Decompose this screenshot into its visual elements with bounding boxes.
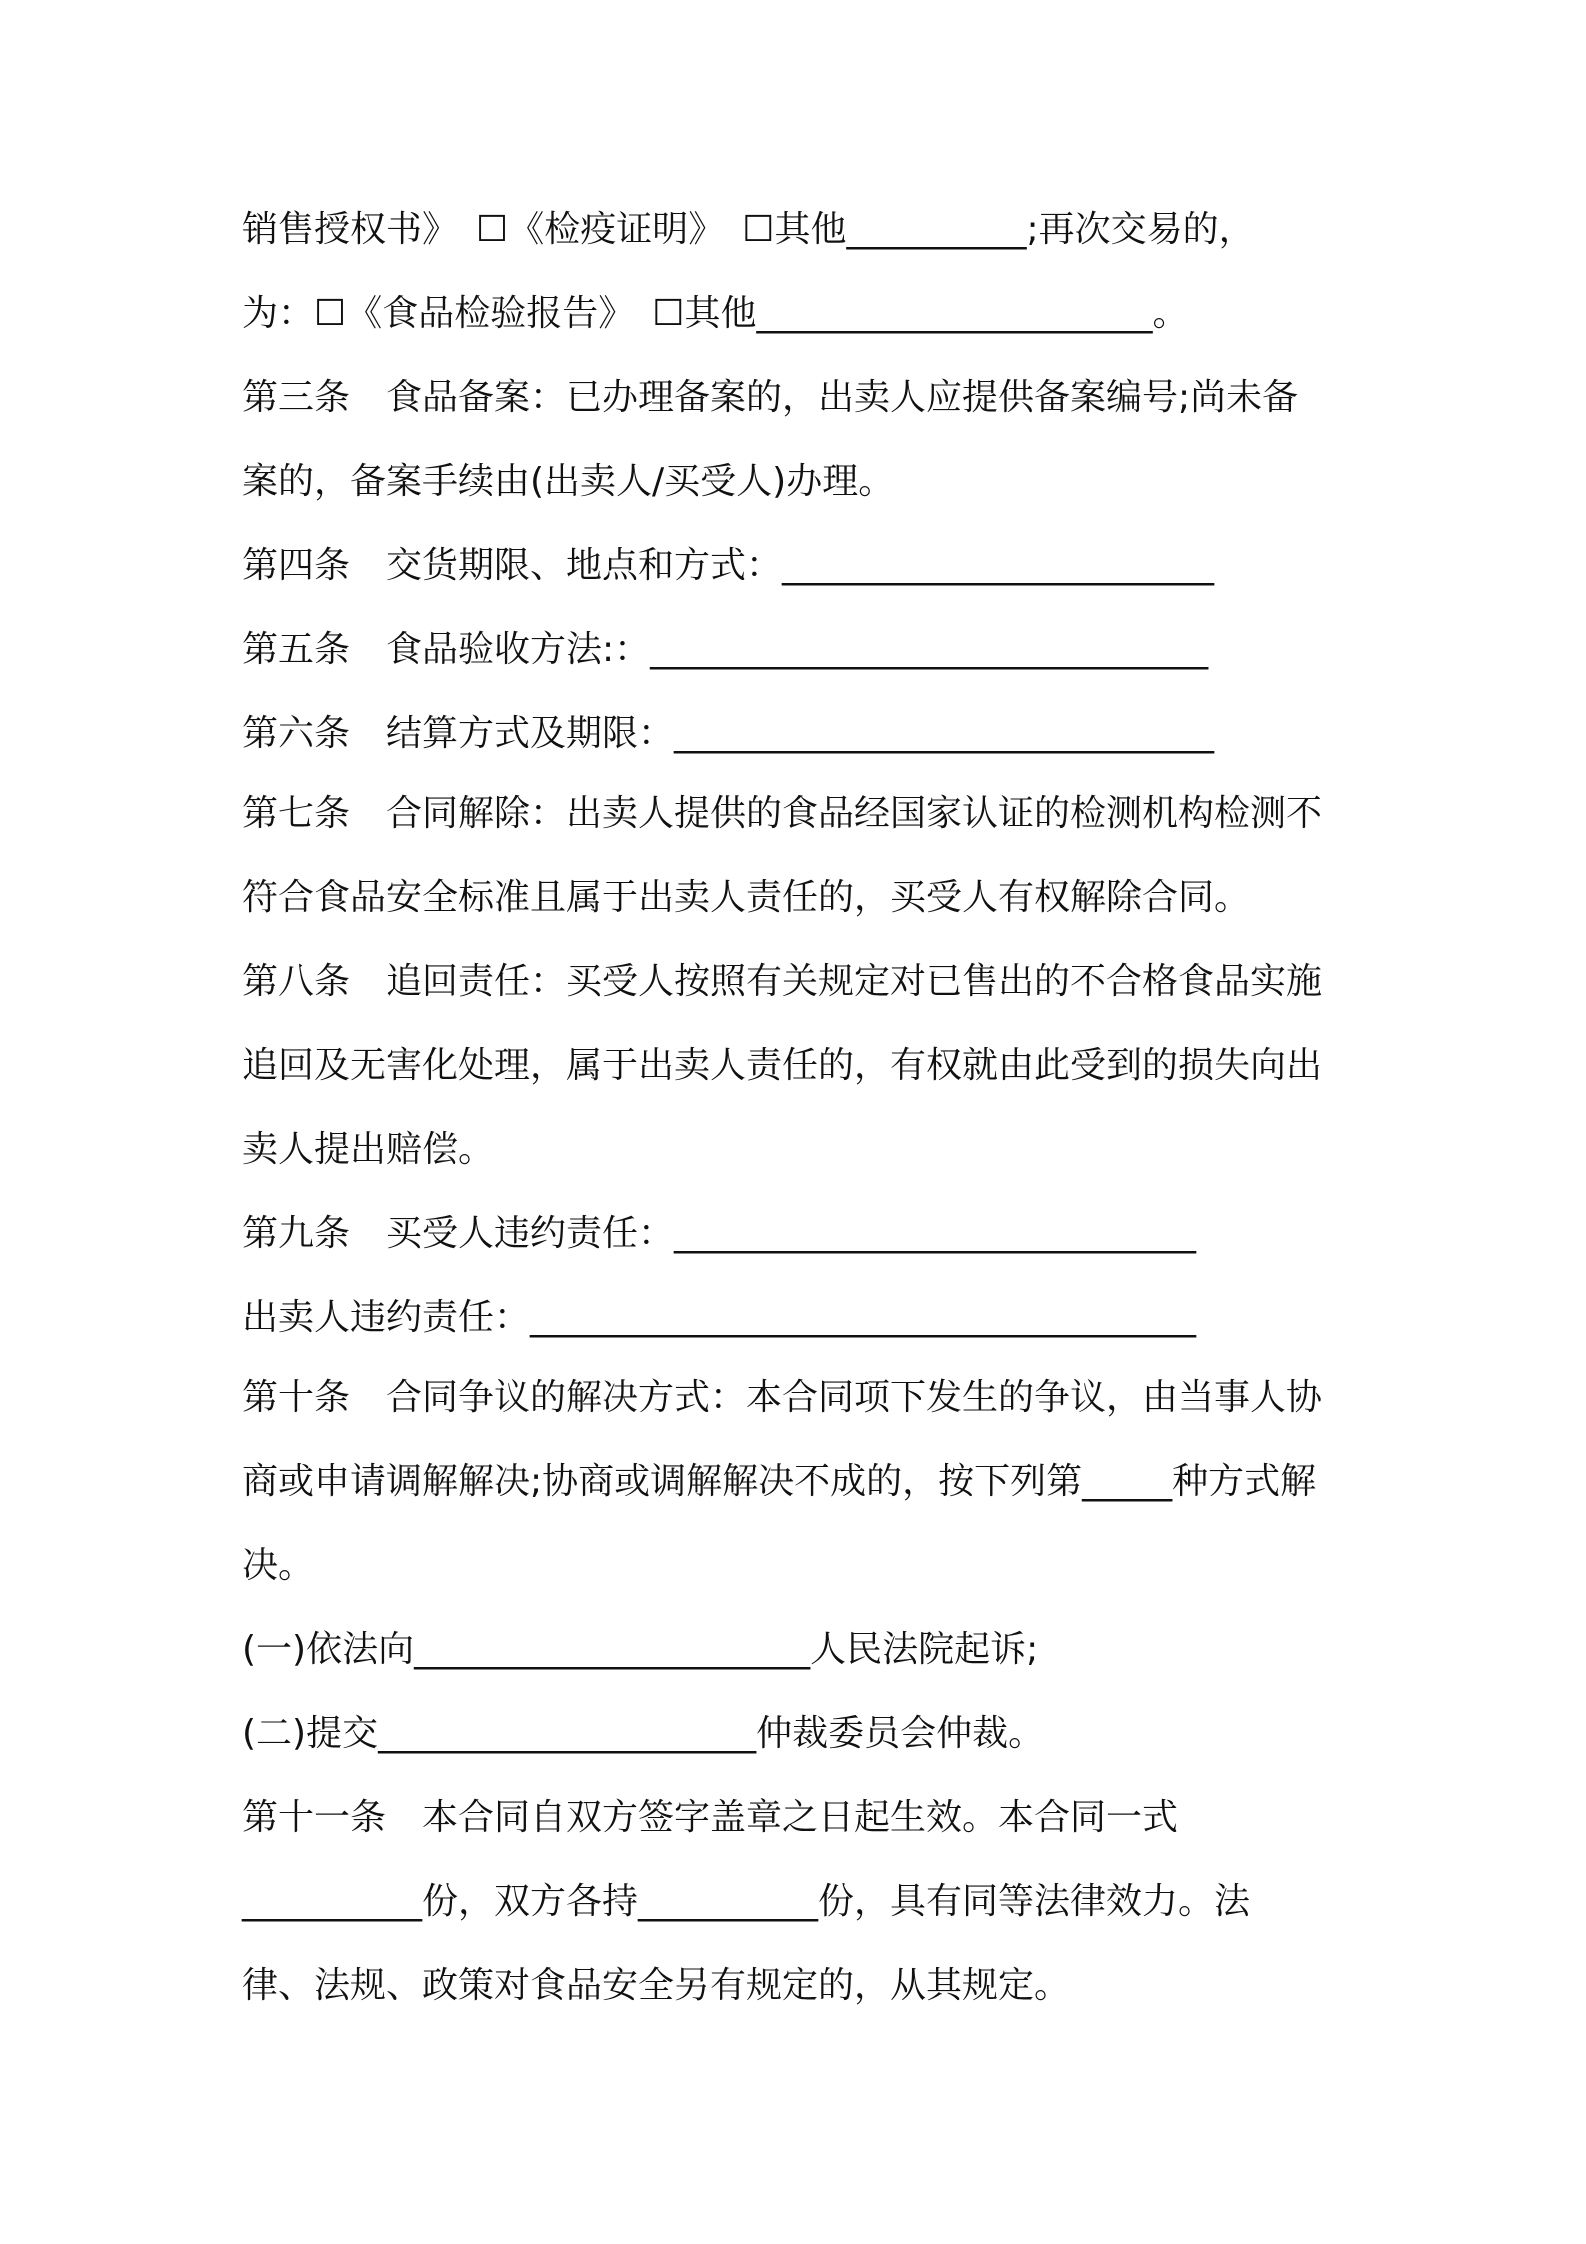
article-8: 第八条 追回责任：买受人按照有关规定对已售出的不合格食品实施: [242, 961, 1323, 1002]
text-line-1: 销售授权书》 ☐《检疫证明》 ☐其他__________;再次交易的，: [242, 209, 1255, 250]
article-11: 第十一条 本合同自双方签字盖章之日起生效。本合同一式: [242, 1797, 1179, 1838]
text-line-16: 商或申请调解解决;协商或调解解决不成的，按下列第_____种方式解: [242, 1461, 1317, 1502]
option-2: (二)提交_____________________仲裁委员会仲裁。: [242, 1713, 1045, 1754]
article-7: 第七条 合同解除：出卖人提供的食品经国家认证的检测机构检测不: [242, 793, 1323, 834]
article-9: 第九条 买受人违约责任：_____________________________: [242, 1213, 1197, 1254]
article-6: 第六条 结算方式及期限：______________________________: [242, 713, 1215, 754]
article-4: 第四条 交货期限、地点和方式：________________________: [242, 545, 1215, 586]
article-3-heading: 第三条 食品备案：已办理备案的，出卖人应提供备案编号;尚未备: [242, 377, 1299, 418]
article-10: 第十条 合同争议的解决方式：本合同项下发生的争议，由当事人协: [242, 1377, 1323, 1418]
text-line-17: 决。: [242, 1545, 315, 1586]
option-1: (一)依法向______________________人民法院起诉;: [242, 1629, 1039, 1670]
text-line-11: 追回及无害化处理，属于出卖人责任的，有权就由此受到的损失向出: [242, 1045, 1323, 1086]
text-line-4: 案的，备案手续由(出卖人/买受人)办理。: [242, 461, 895, 502]
text-line-12: 卖人提出赔偿。: [242, 1129, 495, 1170]
text-line-14: 出卖人违约责任：_____________________________________: [242, 1297, 1197, 1338]
text-line-22: 律、法规、政策对食品安全另有规定的，从其规定。: [242, 1965, 1071, 2006]
text-line-9: 符合食品安全标准且属于出卖人责任的，买受人有权解除合同。: [242, 877, 1251, 918]
text-line-2: 为：☐《食品检验报告》 ☐其他______________________。: [242, 293, 1189, 334]
article-5: 第五条 食品验收方法:：_______________________________: [242, 629, 1209, 670]
text-line-21: __________份，双方各持__________份，具有同等法律效力。法: [242, 1881, 1251, 1922]
